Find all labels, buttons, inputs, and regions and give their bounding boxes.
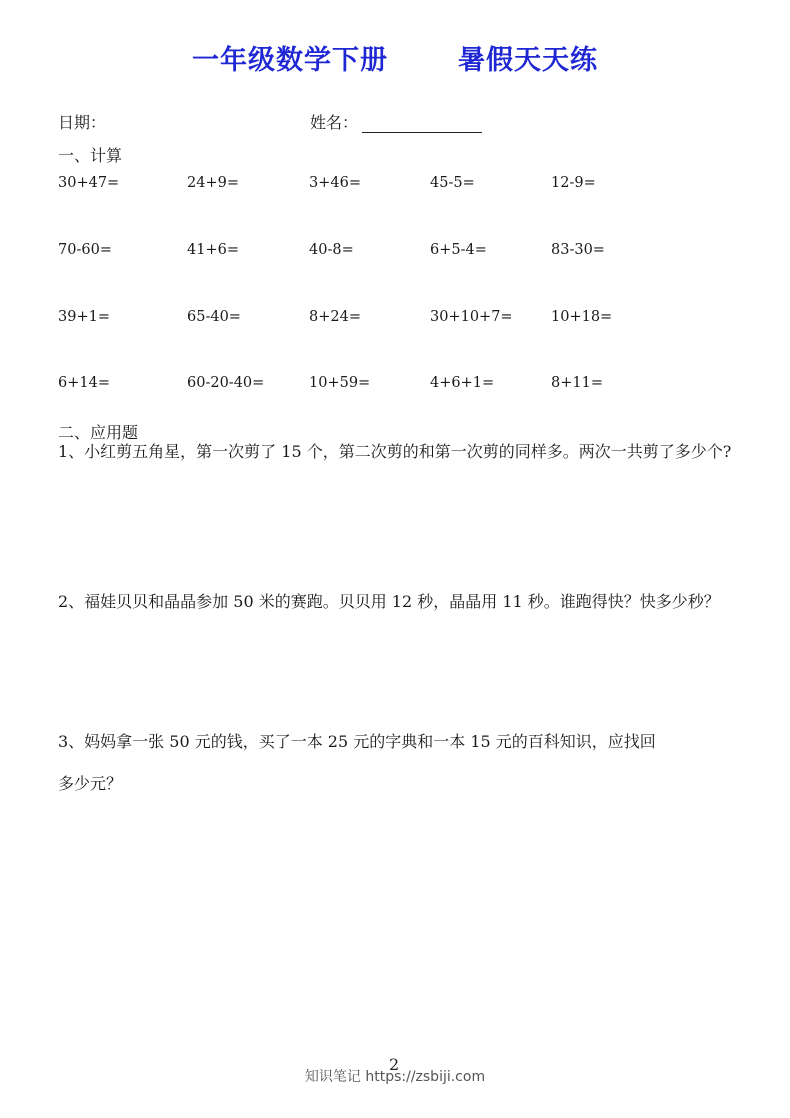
calc-expression: 39+1= xyxy=(58,309,110,325)
calc-expression: 12-9= xyxy=(551,175,596,191)
title-right: 暑假天天练 xyxy=(458,45,598,76)
calc-expression: 45-5= xyxy=(430,175,475,191)
calc-expression: 6+14= xyxy=(58,375,110,391)
calc-expression: 30+10+7= xyxy=(430,309,513,325)
calc-expression: 40-8= xyxy=(309,242,354,258)
calc-expression: 65-40= xyxy=(187,309,241,325)
title-left: 一年级数学下册 xyxy=(192,45,388,76)
calc-expression: 4+6+1= xyxy=(430,375,495,391)
question-3-line-1: 3、妈妈拿一张 50 元的钱，买了一本 25 元的字典和一本 15 元的百科知识，应找回 xyxy=(58,732,656,751)
name-underline xyxy=(362,114,482,133)
calc-expression: 8+11= xyxy=(551,375,603,391)
calc-expression: 8+24= xyxy=(309,309,361,325)
watermark: 知识笔记 https://zsbiji.com xyxy=(304,1069,486,1085)
question-3-line-2: 多少元？ xyxy=(58,774,123,793)
calc-expression: 24+9= xyxy=(187,175,239,191)
calc-expression: 60-20-40= xyxy=(187,375,265,391)
calc-expression: 83-30= xyxy=(551,242,605,258)
name-label: 姓名： xyxy=(310,113,359,132)
name-field xyxy=(310,110,482,133)
calc-expression: 3+46= xyxy=(309,175,361,191)
section-1-heading: 一、计算 xyxy=(58,146,123,165)
question-2: 2、福娃贝贝和晶晶参加 50 米的赛跑。贝贝用 12 秒，晶晶用 11 秒。谁跑得快？快多少秒？ xyxy=(58,592,720,611)
calc-expression: 6+5-4= xyxy=(430,242,487,258)
calc-expression: 10+59= xyxy=(309,375,371,391)
worksheet-title xyxy=(0,38,790,77)
question-1: 1、小红剪五角星，第一次剪了 15 个，第二次剪的和第一次剪的同样多。两次一共剪了多少个? xyxy=(58,442,732,461)
calc-expression: 30+47= xyxy=(58,175,120,191)
page-number: 2 xyxy=(389,1055,400,1074)
calc-expression: 10+18= xyxy=(551,309,613,325)
calc-expression: 70-60= xyxy=(58,242,112,258)
calc-expression: 41+6= xyxy=(187,242,239,258)
date-label: 日期： xyxy=(58,113,107,132)
section-2-heading: 二、应用题 xyxy=(58,423,139,442)
